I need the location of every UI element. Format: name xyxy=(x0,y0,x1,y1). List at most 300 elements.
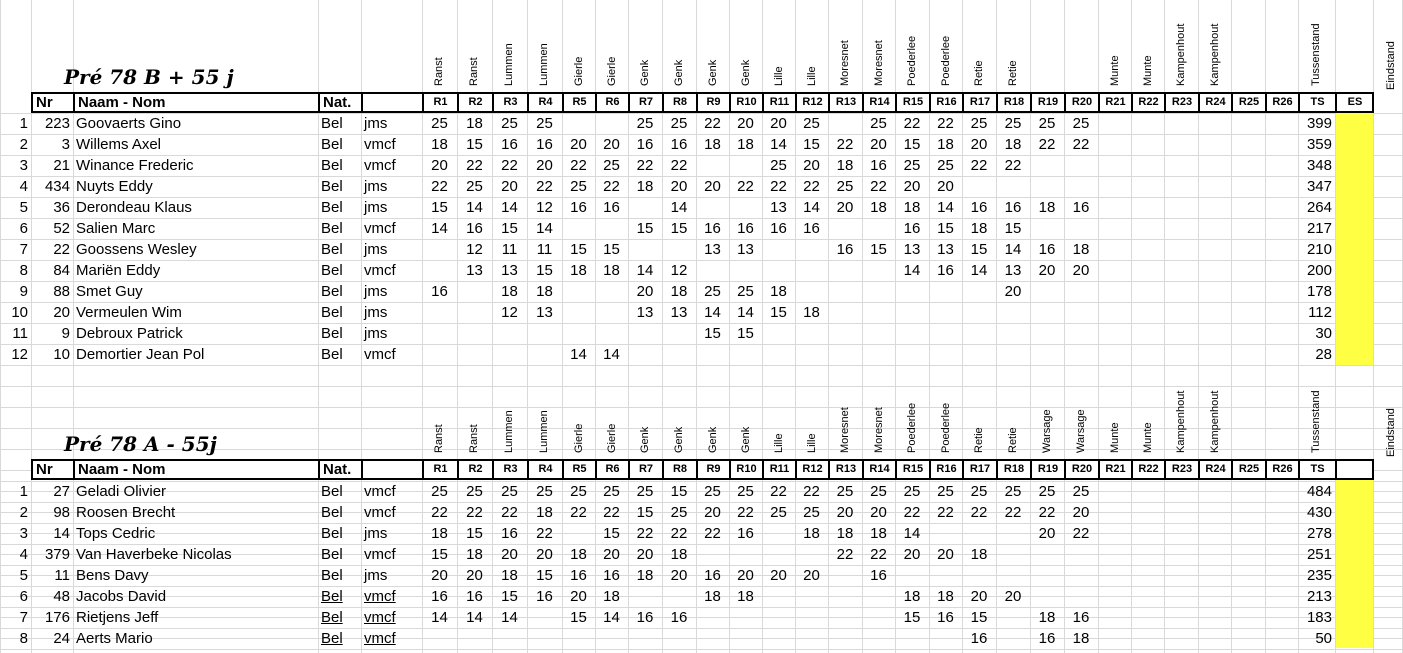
total-cell: 50 xyxy=(1315,630,1332,647)
score-cell: 18 xyxy=(431,525,448,542)
score-cell: 22 xyxy=(431,504,448,521)
place-label: Poederlee xyxy=(906,402,918,453)
grid-hline xyxy=(0,649,1403,650)
position-cell: 4 xyxy=(19,178,28,195)
score-cell: 22 xyxy=(1072,136,1090,153)
number-cell: 88 xyxy=(53,283,70,300)
score-cell: 18 xyxy=(501,567,518,584)
header-round: R14 xyxy=(862,461,895,478)
position-cell: 6 xyxy=(19,588,28,605)
score-cell: 18 xyxy=(466,115,483,132)
score-cell: 16 xyxy=(431,283,448,300)
score-cell: 15 xyxy=(570,609,587,626)
score-cell: 14 xyxy=(466,609,483,626)
header-round: R17 xyxy=(962,94,996,111)
score-cell: 18 xyxy=(704,136,721,153)
score-cell: 13 xyxy=(670,304,688,321)
score-cell: 20 xyxy=(603,136,620,153)
header-round: R14 xyxy=(862,94,895,111)
score-cell: 22 xyxy=(1004,504,1022,521)
score-cell: 16 xyxy=(737,525,754,542)
number-cell: 84 xyxy=(53,262,70,279)
total-cell: 399 xyxy=(1306,115,1332,132)
score-cell: 20 xyxy=(1004,588,1022,605)
nationality-cell: Bel xyxy=(321,283,343,300)
score-cell: 16 xyxy=(704,220,721,237)
header-round: R2 xyxy=(457,461,492,478)
score-cell: 16 xyxy=(603,567,620,584)
place-label: Retie xyxy=(973,60,985,86)
score-cell: 15 xyxy=(870,241,887,258)
score-cell: 20 xyxy=(970,588,988,605)
nationality-cell: Bel xyxy=(321,178,343,195)
club-cell: jms xyxy=(364,241,388,258)
number-cell: 21 xyxy=(53,157,70,174)
score-cell: 14 xyxy=(603,609,620,626)
score-cell: 20 xyxy=(670,567,688,584)
header-round: R20 xyxy=(1064,461,1098,478)
score-cell: 12 xyxy=(670,262,688,279)
score-cell: 20 xyxy=(570,588,587,605)
total-cell: 484 xyxy=(1306,483,1332,500)
score-cell: 20 xyxy=(1038,525,1056,542)
score-cell: 16 xyxy=(1072,199,1090,216)
score-cell: 25 xyxy=(536,483,553,500)
name-cell: Roosen Brecht xyxy=(76,504,176,521)
score-cell: 22 xyxy=(636,525,654,542)
score-cell: 22 xyxy=(570,504,587,521)
score-cell: 14 xyxy=(903,262,921,279)
score-cell: 16 xyxy=(870,157,887,174)
name-cell: Willems Axel xyxy=(76,136,162,153)
name-cell: Goovaerts Gino xyxy=(76,115,182,132)
header-round: R20 xyxy=(1064,94,1098,111)
eindstand-highlight xyxy=(1336,480,1373,648)
score-cell: 12 xyxy=(501,304,518,321)
score-cell: 13 xyxy=(636,304,654,321)
place-label: Ranst xyxy=(468,424,480,453)
score-cell: 25 xyxy=(1072,483,1090,500)
score-cell: 25 xyxy=(466,178,483,195)
club-cell: jms xyxy=(364,178,388,195)
place-label: Poederlee xyxy=(940,35,952,86)
score-cell: 16 xyxy=(570,567,587,584)
number-cell: 48 xyxy=(53,588,70,605)
club-cell: jms xyxy=(364,525,388,542)
score-cell: 15 xyxy=(431,199,448,216)
score-cell: 15 xyxy=(536,262,553,279)
club-cell: jms xyxy=(364,304,388,321)
header-row xyxy=(31,459,1374,480)
total-cell: 235 xyxy=(1306,567,1332,584)
place-label: Lille xyxy=(773,66,785,86)
place-label: Lummen xyxy=(538,43,550,86)
score-cell: 22 xyxy=(670,525,688,542)
position-cell: 1 xyxy=(19,483,28,500)
header-round: R10 xyxy=(729,94,762,111)
score-cell: 22 xyxy=(870,178,887,195)
score-cell: 20 xyxy=(670,178,688,195)
grid-hline xyxy=(0,428,1403,429)
score-cell: 25 xyxy=(770,157,787,174)
place-label: Lummen xyxy=(503,43,515,86)
number-cell: 20 xyxy=(53,304,70,321)
score-cell: 22 xyxy=(501,504,518,521)
total-cell: 213 xyxy=(1306,588,1332,605)
score-cell: 20 xyxy=(737,567,754,584)
name-cell: Derondeau Klaus xyxy=(76,199,192,216)
score-cell: 16 xyxy=(903,220,921,237)
score-cell: 18 xyxy=(636,567,654,584)
place-label: Ranst xyxy=(468,57,480,86)
score-cell: 25 xyxy=(431,483,448,500)
tussenstand-label: Tussenstand xyxy=(1310,23,1322,86)
header-round: R8 xyxy=(662,94,696,111)
score-cell: 15 xyxy=(770,304,787,321)
header-ts: TS xyxy=(1298,461,1335,478)
header-round: R16 xyxy=(929,461,962,478)
place-label: Lille xyxy=(806,433,818,453)
score-cell: 12 xyxy=(536,199,553,216)
score-cell: 25 xyxy=(1004,115,1022,132)
score-cell: 16 xyxy=(1038,241,1056,258)
position-cell: 12 xyxy=(11,346,28,363)
place-label: Warsage xyxy=(1075,409,1087,453)
header-round: R23 xyxy=(1164,461,1198,478)
header-round: R3 xyxy=(492,461,527,478)
score-cell: 13 xyxy=(903,241,921,258)
score-cell: 25 xyxy=(431,115,448,132)
total-cell: 251 xyxy=(1306,546,1332,563)
score-cell: 20 xyxy=(536,157,553,174)
nationality-cell: Bel xyxy=(321,546,343,563)
score-cell: 16 xyxy=(937,609,954,626)
score-cell: 14 xyxy=(636,262,654,279)
section-title: Pré 78 B + 55 j xyxy=(64,65,234,89)
score-cell: 20 xyxy=(903,178,921,195)
name-cell: Vermeulen Wim xyxy=(76,304,182,321)
score-cell: 13 xyxy=(704,241,721,258)
place-label: Retie xyxy=(1007,60,1019,86)
total-cell: 30 xyxy=(1315,325,1332,342)
position-cell: 7 xyxy=(19,609,28,626)
nationality-cell: Bel xyxy=(321,220,343,237)
header-nat: Nat. xyxy=(318,461,361,478)
header-ts: TS xyxy=(1298,94,1335,111)
score-cell: 18 xyxy=(603,262,620,279)
header-round: R10 xyxy=(729,461,762,478)
place-label: Lille xyxy=(806,66,818,86)
nationality-cell: Bel xyxy=(321,157,343,174)
header-es xyxy=(1335,461,1373,478)
header-round: R1 xyxy=(422,94,457,111)
place-label: Munte xyxy=(1109,55,1121,86)
header-round: R5 xyxy=(562,461,595,478)
club-cell: vmcf xyxy=(364,262,396,279)
score-cell: 18 xyxy=(704,588,721,605)
total-cell: 200 xyxy=(1306,262,1332,279)
score-cell: 18 xyxy=(570,262,587,279)
score-cell: 16 xyxy=(937,262,954,279)
score-cell: 15 xyxy=(603,241,620,258)
total-cell: 183 xyxy=(1306,609,1332,626)
score-cell: 15 xyxy=(536,567,553,584)
score-cell: 11 xyxy=(536,241,553,258)
number-cell: 27 xyxy=(53,483,70,500)
header-es: ES xyxy=(1335,94,1373,111)
score-cell: 20 xyxy=(1004,283,1022,300)
club-cell: jms xyxy=(364,199,388,216)
score-cell: 20 xyxy=(431,567,448,584)
score-cell: 22 xyxy=(937,115,954,132)
header-round: R19 xyxy=(1030,94,1064,111)
header-round: R18 xyxy=(996,461,1030,478)
score-cell: 20 xyxy=(1072,262,1090,279)
score-cell: 25 xyxy=(803,504,820,521)
number-cell: 3 xyxy=(61,136,70,153)
score-cell: 22 xyxy=(1072,525,1090,542)
header-round: R4 xyxy=(527,461,562,478)
score-cell: 16 xyxy=(570,199,587,216)
place-label: Lummen xyxy=(503,410,515,453)
score-cell: 16 xyxy=(466,588,483,605)
place-label: Genk xyxy=(639,59,651,86)
total-cell: 217 xyxy=(1306,220,1332,237)
score-cell: 16 xyxy=(770,220,787,237)
name-cell: Winance Frederic xyxy=(76,157,194,174)
score-cell: 22 xyxy=(770,483,787,500)
position-cell: 8 xyxy=(19,262,28,279)
score-cell: 22 xyxy=(836,136,854,153)
score-cell: 13 xyxy=(501,262,518,279)
number-cell: 223 xyxy=(44,115,70,132)
header-round: R25 xyxy=(1231,94,1265,111)
score-cell: 16 xyxy=(466,220,483,237)
score-cell: 18 xyxy=(903,588,921,605)
position-cell: 3 xyxy=(19,525,28,542)
score-cell: 25 xyxy=(1038,483,1056,500)
score-cell: 25 xyxy=(836,483,854,500)
header-round: R4 xyxy=(527,94,562,111)
score-cell: 25 xyxy=(636,483,654,500)
total-cell: 430 xyxy=(1306,504,1332,521)
club-cell: jms xyxy=(364,283,388,300)
score-cell: 22 xyxy=(431,178,448,195)
score-cell: 25 xyxy=(670,504,688,521)
score-cell: 16 xyxy=(636,136,654,153)
total-cell: 347 xyxy=(1306,178,1332,195)
score-cell: 15 xyxy=(501,220,518,237)
score-cell: 25 xyxy=(670,115,688,132)
name-cell: Goossens Wesley xyxy=(76,241,197,258)
score-cell: 25 xyxy=(737,483,754,500)
place-label: Genk xyxy=(673,426,685,453)
header-round: R8 xyxy=(662,461,696,478)
score-cell: 22 xyxy=(803,483,820,500)
score-cell: 25 xyxy=(570,178,587,195)
score-cell: 16 xyxy=(836,241,854,258)
place-label: Munte xyxy=(1142,55,1154,86)
grid-hline xyxy=(0,365,1403,366)
score-cell: 25 xyxy=(603,483,620,500)
nationality-cell: Bel xyxy=(321,199,343,216)
header-round: R24 xyxy=(1198,94,1231,111)
header-nr: Nr xyxy=(36,461,53,478)
score-cell: 15 xyxy=(431,546,448,563)
score-cell: 22 xyxy=(803,178,820,195)
header-round: R6 xyxy=(595,461,628,478)
nationality-cell: Bel xyxy=(321,346,343,363)
score-cell: 16 xyxy=(501,136,518,153)
name-cell: Debroux Patrick xyxy=(76,325,183,342)
score-cell: 22 xyxy=(836,546,854,563)
place-label: Kampenhout xyxy=(1209,23,1221,86)
score-cell: 20 xyxy=(770,567,787,584)
number-cell: 14 xyxy=(53,525,70,542)
score-cell: 13 xyxy=(536,304,553,321)
place-label: Munte xyxy=(1142,422,1154,453)
header-round: R9 xyxy=(696,94,729,111)
place-label: Kampenhout xyxy=(1175,390,1187,453)
score-cell: 14 xyxy=(737,304,754,321)
score-cell: 25 xyxy=(1038,115,1056,132)
place-label: Munte xyxy=(1109,422,1121,453)
score-cell: 18 xyxy=(770,283,787,300)
score-cell: 15 xyxy=(1004,220,1022,237)
score-cell: 18 xyxy=(836,157,854,174)
header-club xyxy=(361,461,422,478)
place-label: Gierle xyxy=(606,56,618,86)
score-cell: 22 xyxy=(870,546,887,563)
score-cell: 25 xyxy=(870,115,887,132)
score-cell: 14 xyxy=(704,304,721,321)
score-cell: 20 xyxy=(803,567,820,584)
score-cell: 20 xyxy=(501,546,518,563)
score-cell: 22 xyxy=(704,115,721,132)
number-cell: 10 xyxy=(53,346,70,363)
score-cell: 22 xyxy=(570,157,587,174)
place-label: Genk xyxy=(639,426,651,453)
score-cell: 18 xyxy=(737,588,754,605)
score-cell: 22 xyxy=(903,504,921,521)
header-round: R6 xyxy=(595,94,628,111)
score-cell: 14 xyxy=(970,262,988,279)
number-cell: 379 xyxy=(44,546,70,563)
header-round: R9 xyxy=(696,461,729,478)
score-cell: 22 xyxy=(1038,136,1056,153)
name-cell: Van Haverbeke Nicolas xyxy=(76,546,232,563)
name-cell: Nuyts Eddy xyxy=(76,178,153,195)
place-label: Moresnet xyxy=(873,407,885,453)
score-cell: 18 xyxy=(431,136,448,153)
position-cell: 11 xyxy=(12,325,28,342)
place-label: Lummen xyxy=(538,410,550,453)
header-round: R23 xyxy=(1164,94,1198,111)
place-label: Poederlee xyxy=(940,402,952,453)
place-label: Genk xyxy=(740,59,752,86)
header-round: R17 xyxy=(962,461,996,478)
score-cell: 25 xyxy=(803,115,820,132)
score-cell: 20 xyxy=(937,546,954,563)
score-cell: 15 xyxy=(570,241,587,258)
score-cell: 20 xyxy=(570,136,587,153)
score-cell: 18 xyxy=(1072,241,1090,258)
score-cell: 18 xyxy=(937,588,954,605)
score-cell: 18 xyxy=(636,178,654,195)
score-cell: 20 xyxy=(636,283,654,300)
place-label: Genk xyxy=(707,59,719,86)
score-cell: 18 xyxy=(536,504,553,521)
header-club xyxy=(361,94,422,111)
section-title: Pré 78 A - 55j xyxy=(64,432,217,456)
position-cell: 2 xyxy=(19,504,28,521)
score-cell: 14 xyxy=(536,220,553,237)
score-cell: 22 xyxy=(501,157,518,174)
header-nr: Nr xyxy=(36,94,53,111)
club-cell: vmcf xyxy=(364,609,396,626)
score-cell: 18 xyxy=(870,525,887,542)
score-cell: 18 xyxy=(501,283,518,300)
nationality-cell: Bel xyxy=(321,588,343,605)
score-cell: 18 xyxy=(836,525,854,542)
grid-hline xyxy=(0,407,1403,408)
score-cell: 22 xyxy=(737,504,754,521)
club-cell: vmcf xyxy=(364,346,396,363)
place-label: Ranst xyxy=(433,57,445,86)
score-cell: 15 xyxy=(803,136,820,153)
score-cell: 22 xyxy=(970,504,988,521)
score-cell: 15 xyxy=(903,609,921,626)
score-cell: 18 xyxy=(536,283,553,300)
club-cell: jms xyxy=(364,567,388,584)
score-cell: 20 xyxy=(466,567,483,584)
score-cell: 15 xyxy=(670,483,688,500)
score-cell: 18 xyxy=(903,199,921,216)
score-cell: 22 xyxy=(1038,504,1056,521)
name-cell: Jacobs David xyxy=(76,588,167,605)
score-cell: 16 xyxy=(501,525,518,542)
score-cell: 22 xyxy=(636,157,654,174)
score-cell: 11 xyxy=(501,241,518,258)
number-cell: 98 xyxy=(53,504,70,521)
score-cell: 16 xyxy=(803,220,820,237)
club-cell: vmcf xyxy=(364,483,396,500)
total-cell: 112 xyxy=(1308,304,1332,321)
header-name: Naam - Nom xyxy=(73,94,318,111)
place-label: Gierle xyxy=(573,56,585,86)
score-cell: 20 xyxy=(536,546,553,563)
position-cell: 6 xyxy=(19,220,28,237)
score-cell: 20 xyxy=(770,115,787,132)
score-cell: 25 xyxy=(903,157,921,174)
score-cell: 15 xyxy=(466,525,483,542)
score-cell: 15 xyxy=(466,136,483,153)
score-cell: 22 xyxy=(466,157,483,174)
header-round: R15 xyxy=(895,461,929,478)
position-cell: 8 xyxy=(19,630,28,647)
nationality-cell: Bel xyxy=(321,241,343,258)
total-cell: 359 xyxy=(1306,136,1332,153)
score-cell: 20 xyxy=(937,178,954,195)
score-cell: 25 xyxy=(1072,115,1090,132)
score-cell: 22 xyxy=(536,178,553,195)
score-cell: 18 xyxy=(670,546,688,563)
score-cell: 22 xyxy=(466,504,483,521)
score-cell: 18 xyxy=(737,136,754,153)
number-cell: 36 xyxy=(53,199,70,216)
score-cell: 16 xyxy=(1004,199,1022,216)
score-cell: 14 xyxy=(466,199,483,216)
